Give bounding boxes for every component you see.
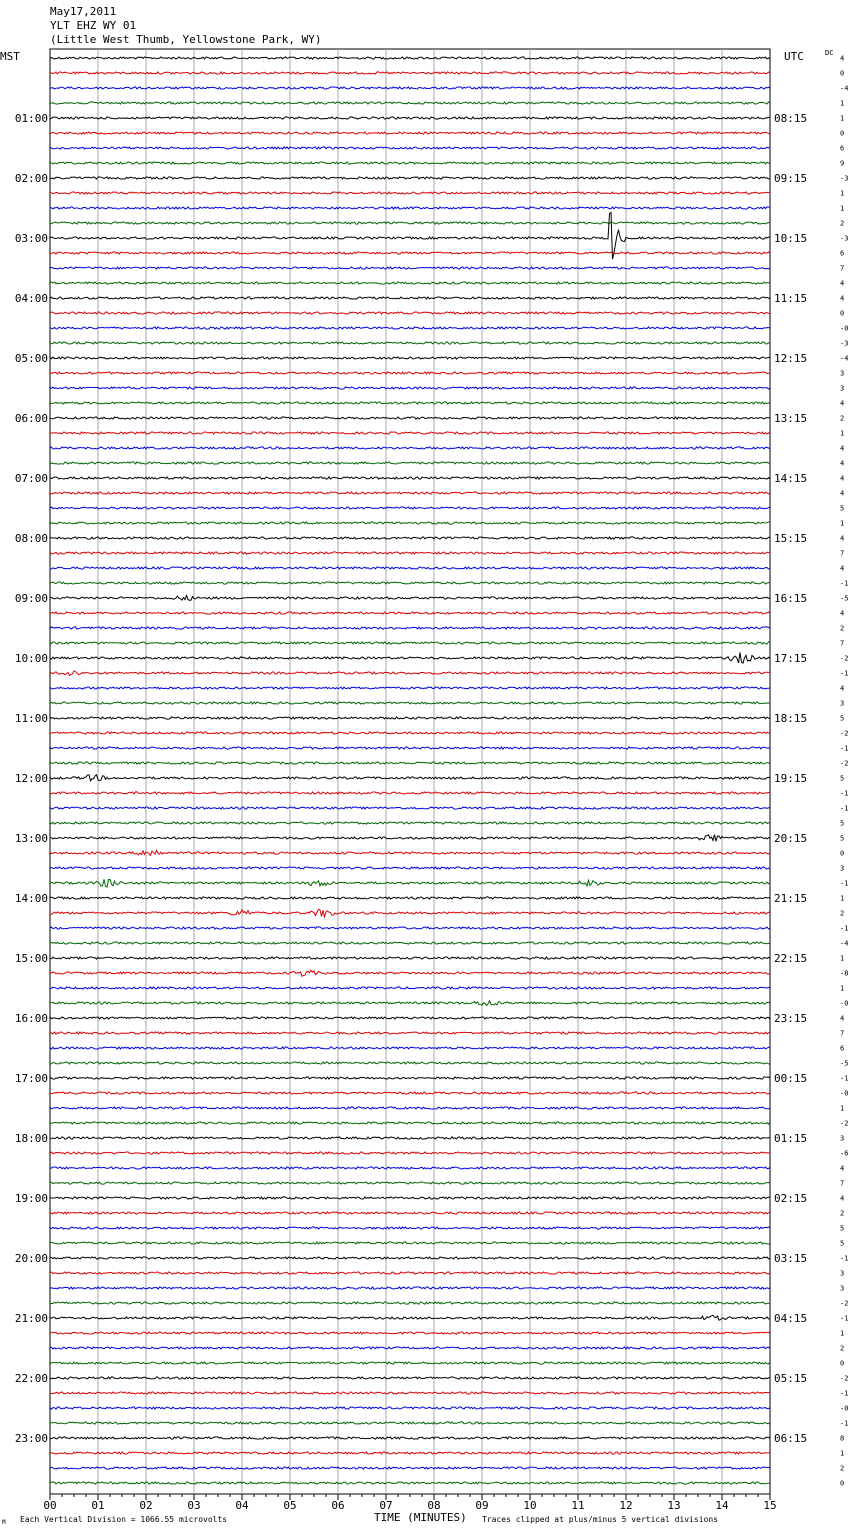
dc-offset-label: 0 bbox=[840, 309, 845, 318]
x-tick-label: 15 bbox=[763, 1499, 777, 1512]
dc-offset-label: 4 bbox=[840, 54, 845, 63]
dc-column-label: DC bbox=[825, 49, 834, 57]
hour-label-right: 14:15 bbox=[774, 472, 808, 485]
dc-offset-label: 5 bbox=[840, 774, 845, 783]
trace-line bbox=[50, 447, 770, 449]
trace-line bbox=[50, 762, 770, 764]
hour-label-left: 18:00 bbox=[14, 1132, 48, 1145]
x-axis-title: TIME (MINUTES) bbox=[374, 1511, 467, 1524]
x-tick-label: 05 bbox=[283, 1499, 297, 1512]
hour-label-left: 11:00 bbox=[14, 712, 48, 725]
trace-line bbox=[50, 942, 770, 944]
dc-offset-label: 0 bbox=[840, 69, 845, 78]
dc-offset-label: 0 bbox=[840, 1479, 845, 1488]
dc-offset-label: -5 bbox=[840, 594, 849, 603]
dc-offset-label: 3 bbox=[840, 864, 845, 873]
dc-offset-label: -1 bbox=[840, 1254, 849, 1263]
trace-line bbox=[50, 1001, 770, 1006]
trace-line bbox=[50, 792, 770, 794]
station-location: (Little West Thumb, Yellowstone Park, WY) bbox=[50, 33, 322, 46]
hour-label-left: 19:00 bbox=[14, 1192, 48, 1205]
dc-offset-label: 5 bbox=[840, 714, 845, 723]
dc-offset-label: -2 bbox=[840, 1374, 849, 1383]
trace-line bbox=[50, 507, 770, 509]
hour-label-left: 08:00 bbox=[14, 532, 48, 545]
trace-line bbox=[50, 282, 770, 284]
hour-label-left: 17:00 bbox=[14, 1072, 48, 1085]
trace-line bbox=[50, 653, 770, 664]
dc-offset-label: 5 bbox=[840, 1224, 845, 1233]
x-tick-label: 04 bbox=[235, 1499, 249, 1512]
dc-offset-label: -3 bbox=[840, 339, 849, 348]
dc-offset-label: 4 bbox=[840, 444, 845, 453]
x-tick-label: 06 bbox=[331, 1499, 345, 1512]
trace-line bbox=[50, 387, 770, 389]
dc-offset-label: 5 bbox=[840, 819, 845, 828]
trace-line bbox=[50, 402, 770, 404]
trace-line bbox=[50, 702, 770, 704]
hour-label-left: 16:00 bbox=[14, 1012, 48, 1025]
dc-offset-label: -4 bbox=[840, 84, 849, 93]
dc-offset-label: -0 bbox=[840, 1404, 849, 1413]
dc-offset-label: 0 bbox=[840, 129, 845, 138]
hour-label-right: 15:15 bbox=[774, 532, 808, 545]
trace-line bbox=[50, 970, 770, 976]
trace-line bbox=[50, 1482, 770, 1484]
dc-offset-label: 1 bbox=[840, 984, 845, 993]
dc-offset-label: -0 bbox=[840, 999, 849, 1008]
trace-line bbox=[50, 897, 770, 899]
x-tick-label: 07 bbox=[379, 1499, 393, 1512]
dc-offset-label: 7 bbox=[840, 639, 845, 648]
trace-line bbox=[50, 207, 770, 209]
x-tick-label: 11 bbox=[571, 1499, 585, 1512]
dc-offset-label: -0 bbox=[840, 324, 849, 333]
dc-offset-label: 4 bbox=[840, 459, 845, 468]
dc-offset-label: 7 bbox=[840, 264, 845, 273]
dc-offset-label: 7 bbox=[840, 1179, 845, 1188]
right-timezone-label: UTC bbox=[784, 50, 804, 63]
trace-line bbox=[50, 867, 770, 869]
trace-line bbox=[50, 1437, 770, 1439]
dc-offset-label: 3 bbox=[840, 1284, 845, 1293]
dc-offset-label: 0 bbox=[840, 849, 845, 858]
hour-label-right: 16:15 bbox=[774, 592, 808, 605]
trace-line bbox=[50, 910, 770, 917]
trace-line bbox=[50, 927, 770, 929]
trace-line bbox=[50, 687, 770, 689]
trace-line bbox=[50, 417, 770, 419]
hour-label-left: 02:00 bbox=[14, 172, 48, 185]
trace-line bbox=[50, 582, 770, 584]
trace-line bbox=[50, 552, 770, 554]
dc-offset-label: 2 bbox=[840, 1344, 845, 1353]
trace-line bbox=[50, 1302, 770, 1304]
hour-label-left: 14:00 bbox=[14, 892, 48, 905]
hour-label-right: 06:15 bbox=[774, 1432, 808, 1445]
hour-label-left: 13:00 bbox=[14, 832, 48, 845]
trace-line bbox=[50, 117, 770, 119]
trace-line bbox=[50, 1452, 770, 1454]
dc-offset-label: 1 bbox=[840, 1104, 845, 1113]
trace-line bbox=[50, 357, 770, 359]
plot-frame bbox=[50, 49, 770, 1494]
dc-offset-label: -2 bbox=[840, 654, 849, 663]
x-tick-label: 10 bbox=[523, 1499, 537, 1512]
dc-offset-label: 2 bbox=[840, 1209, 845, 1218]
hour-label-left: 15:00 bbox=[14, 952, 48, 965]
dc-offset-label: -1 bbox=[840, 669, 849, 678]
dc-offset-label: 4 bbox=[840, 279, 845, 288]
dc-offset-label: 4 bbox=[840, 294, 845, 303]
mark-glyph: M bbox=[2, 1519, 6, 1526]
trace-line bbox=[50, 1422, 770, 1424]
dc-offset-label: -5 bbox=[840, 1059, 849, 1068]
trace-line bbox=[50, 1362, 770, 1364]
hour-label-right: 03:15 bbox=[774, 1252, 808, 1265]
dc-offset-label: 1 bbox=[840, 519, 845, 528]
trace-line bbox=[50, 612, 770, 614]
dc-offset-label: 1 bbox=[840, 114, 845, 123]
dc-offset-label: 6 bbox=[840, 144, 845, 153]
dc-offset-label: 4 bbox=[840, 1194, 845, 1203]
dc-offset-label: 2 bbox=[840, 414, 845, 423]
hour-label-left: 22:00 bbox=[14, 1372, 48, 1385]
dc-offset-label: 1 bbox=[840, 429, 845, 438]
dc-offset-label: -0 bbox=[840, 1089, 849, 1098]
dc-offset-label: -1 bbox=[840, 879, 849, 888]
trace-line bbox=[50, 132, 770, 134]
dc-offset-label: 5 bbox=[840, 1239, 845, 1248]
trace-line bbox=[50, 1287, 770, 1289]
trace-line bbox=[50, 297, 770, 299]
trace-line bbox=[50, 642, 770, 644]
dc-offset-label: 4 bbox=[840, 1164, 845, 1173]
trace-line bbox=[50, 1315, 770, 1320]
trace-line bbox=[50, 1167, 770, 1169]
dc-offset-label: -2 bbox=[840, 759, 849, 768]
trace-line bbox=[50, 1107, 770, 1109]
hour-label-right: 08:15 bbox=[774, 112, 808, 125]
dc-offset-label: 3 bbox=[840, 1134, 845, 1143]
trace-line bbox=[50, 162, 770, 164]
dc-offset-label: 6 bbox=[840, 1044, 845, 1053]
trace-line bbox=[50, 57, 770, 59]
hour-label-right: 11:15 bbox=[774, 292, 808, 305]
dc-offset-label: 6 bbox=[840, 249, 845, 258]
dc-offset-label: 7 bbox=[840, 549, 845, 558]
dc-offset-label: 1 bbox=[840, 954, 845, 963]
hour-label-right: 17:15 bbox=[774, 652, 808, 665]
hour-label-right: 22:15 bbox=[774, 952, 808, 965]
dc-offset-label: 7 bbox=[840, 1029, 845, 1038]
hour-label-right: 19:15 bbox=[774, 772, 808, 785]
dc-offset-label: 1 bbox=[840, 204, 845, 213]
hour-label-left: 01:00 bbox=[14, 112, 48, 125]
trace-line bbox=[50, 432, 770, 434]
hour-label-right: 10:15 bbox=[774, 232, 808, 245]
trace-line bbox=[50, 327, 770, 329]
hour-label-right: 04:15 bbox=[774, 1312, 808, 1325]
hour-label-left: 09:00 bbox=[14, 592, 48, 605]
trace-line bbox=[50, 252, 770, 254]
hour-label-right: 23:15 bbox=[774, 1012, 808, 1025]
trace-line bbox=[50, 537, 770, 539]
dc-offset-label: 5 bbox=[840, 834, 845, 843]
dc-offset-label: 2 bbox=[840, 219, 845, 228]
dc-offset-label: -8 bbox=[840, 969, 849, 978]
dc-offset-label: 3 bbox=[840, 1269, 845, 1278]
x-tick-label: 02 bbox=[139, 1499, 153, 1512]
dc-offset-label: 2 bbox=[840, 624, 845, 633]
trace-line bbox=[50, 1467, 770, 1469]
trace-line bbox=[50, 1077, 770, 1079]
dc-offset-label: 2 bbox=[840, 909, 845, 918]
hour-label-left: 10:00 bbox=[14, 652, 48, 665]
dc-offset-label: 2 bbox=[840, 1464, 845, 1473]
x-tick-label: 08 bbox=[427, 1499, 441, 1512]
dc-offset-label: -2 bbox=[840, 729, 849, 738]
trace-line bbox=[50, 312, 770, 314]
dc-offset-label: 4 bbox=[840, 684, 845, 693]
dc-offset-label: -1 bbox=[840, 579, 849, 588]
x-tick-label: 01 bbox=[91, 1499, 105, 1512]
trace-line bbox=[50, 1227, 770, 1229]
trace-line bbox=[50, 671, 770, 676]
station-code: YLT EHZ WY 01 bbox=[50, 19, 137, 32]
dc-offset-label: -1 bbox=[840, 1314, 849, 1323]
dc-offset-label: 4 bbox=[840, 1014, 845, 1023]
dc-offset-label: 3 bbox=[840, 384, 845, 393]
dc-offset-label: 9 bbox=[840, 159, 845, 168]
dc-offset-label: -1 bbox=[840, 1389, 849, 1398]
dc-offset-label: 5 bbox=[840, 504, 845, 513]
trace-line bbox=[50, 807, 770, 809]
hour-label-right: 01:15 bbox=[774, 1132, 808, 1145]
trace-line bbox=[50, 596, 770, 601]
dc-offset-label: 3 bbox=[840, 369, 845, 378]
dc-offset-label: 1 bbox=[840, 1449, 845, 1458]
trace-line bbox=[50, 850, 770, 855]
trace-line bbox=[50, 492, 770, 494]
trace-line bbox=[50, 957, 770, 959]
trace-line bbox=[50, 342, 770, 344]
trace-line bbox=[50, 1407, 770, 1409]
trace-line bbox=[50, 1122, 770, 1124]
plot-date: May17,2011 bbox=[50, 5, 117, 18]
x-tick-label: 13 bbox=[667, 1499, 681, 1512]
hour-label-right: 13:15 bbox=[774, 412, 808, 425]
trace-line bbox=[50, 1257, 770, 1259]
dc-offset-label: -1 bbox=[840, 789, 849, 798]
trace-line bbox=[50, 822, 770, 824]
trace-line bbox=[50, 1032, 770, 1034]
trace-line bbox=[50, 627, 770, 629]
hour-label-left: 04:00 bbox=[14, 292, 48, 305]
trace-line bbox=[50, 879, 770, 887]
dc-offset-label: -4 bbox=[840, 939, 849, 948]
dc-offset-label: -4 bbox=[840, 354, 849, 363]
trace-line bbox=[50, 72, 770, 74]
trace-line bbox=[50, 87, 770, 89]
dc-offset-label: 8 bbox=[840, 1434, 845, 1443]
hour-label-right: 20:15 bbox=[774, 832, 808, 845]
hour-label-right: 21:15 bbox=[774, 892, 808, 905]
dc-offset-label: 4 bbox=[840, 474, 845, 483]
trace-line bbox=[50, 1332, 770, 1334]
trace-line bbox=[50, 1182, 770, 1184]
x-tick-label: 00 bbox=[43, 1499, 57, 1512]
trace-line bbox=[50, 522, 770, 524]
hour-label-right: 02:15 bbox=[774, 1192, 808, 1205]
hour-label-right: 05:15 bbox=[774, 1372, 808, 1385]
trace-line bbox=[50, 732, 770, 734]
trace-line bbox=[50, 775, 770, 781]
vertical-scale-note: Each Vertical Division = 1066.55 microvolts bbox=[20, 1515, 228, 1524]
trace-line bbox=[50, 567, 770, 569]
trace-line bbox=[50, 372, 770, 374]
trace-line bbox=[50, 477, 770, 479]
x-tick-label: 14 bbox=[715, 1499, 729, 1512]
trace-line bbox=[50, 1272, 770, 1274]
trace-line bbox=[50, 1062, 770, 1064]
trace-line bbox=[50, 1392, 770, 1394]
dc-offset-label: -1 bbox=[840, 924, 849, 933]
hour-label-left: 12:00 bbox=[14, 772, 48, 785]
trace-line bbox=[50, 1347, 770, 1349]
dc-offset-label: 0 bbox=[840, 1359, 845, 1368]
dc-offset-label: 4 bbox=[840, 609, 845, 618]
trace-line bbox=[50, 462, 770, 464]
dc-offset-label: 4 bbox=[840, 399, 845, 408]
dc-offset-label: 1 bbox=[840, 894, 845, 903]
dc-offset-label: -1 bbox=[840, 1419, 849, 1428]
clip-note: Traces clipped at plus/minus 5 vertical divisions bbox=[482, 1515, 719, 1524]
trace-line bbox=[50, 1377, 770, 1379]
trace-line bbox=[50, 1212, 770, 1214]
dc-offset-label: -1 bbox=[840, 744, 849, 753]
hour-label-left: 07:00 bbox=[14, 472, 48, 485]
trace-line bbox=[50, 1137, 770, 1139]
hour-label-left: 21:00 bbox=[14, 1312, 48, 1325]
trace-line bbox=[50, 222, 770, 224]
hour-label-right: 00:15 bbox=[774, 1072, 808, 1085]
x-tick-label: 12 bbox=[619, 1499, 633, 1512]
trace-line bbox=[50, 177, 770, 179]
dc-offset-label: -2 bbox=[840, 1299, 849, 1308]
trace-line bbox=[50, 1152, 770, 1154]
trace-line bbox=[50, 1017, 770, 1019]
x-tick-label: 03 bbox=[187, 1499, 201, 1512]
dc-offset-label: 4 bbox=[840, 564, 845, 573]
trace-line bbox=[50, 102, 770, 104]
dc-offset-label: 1 bbox=[840, 1329, 845, 1338]
trace-line bbox=[50, 147, 770, 149]
hour-label-right: 12:15 bbox=[774, 352, 808, 365]
dc-offset-label: 3 bbox=[840, 699, 845, 708]
hour-label-right: 09:15 bbox=[774, 172, 808, 185]
trace-line bbox=[50, 1197, 770, 1199]
trace-line bbox=[50, 717, 770, 719]
trace-line bbox=[50, 1092, 770, 1094]
hour-label-left: 03:00 bbox=[14, 232, 48, 245]
dc-offset-label: 1 bbox=[840, 189, 845, 198]
dc-offset-label: -1 bbox=[840, 1074, 849, 1083]
left-timezone-label: MST bbox=[0, 50, 20, 63]
hour-label-left: 06:00 bbox=[14, 412, 48, 425]
trace-line bbox=[50, 835, 770, 842]
trace-line bbox=[50, 747, 770, 749]
dc-offset-label: -1 bbox=[840, 804, 849, 813]
dc-offset-label: 4 bbox=[840, 534, 845, 543]
trace-line bbox=[50, 192, 770, 194]
dc-offset-label: -2 bbox=[840, 1119, 849, 1128]
hour-label-left: 23:00 bbox=[14, 1432, 48, 1445]
trace-line bbox=[50, 1047, 770, 1049]
dc-offset-label: 4 bbox=[840, 489, 845, 498]
trace-line bbox=[50, 1242, 770, 1244]
trace-line bbox=[50, 267, 770, 269]
dc-offset-label: -6 bbox=[840, 1149, 849, 1158]
dc-offset-label: 1 bbox=[840, 99, 845, 108]
hour-label-left: 20:00 bbox=[14, 1252, 48, 1265]
trace-line bbox=[50, 987, 770, 989]
hour-label-right: 18:15 bbox=[774, 712, 808, 725]
dc-offset-label: -3 bbox=[840, 174, 849, 183]
dc-offset-label: -3 bbox=[840, 234, 849, 243]
hour-label-left: 05:00 bbox=[14, 352, 48, 365]
x-tick-label: 09 bbox=[475, 1499, 489, 1512]
